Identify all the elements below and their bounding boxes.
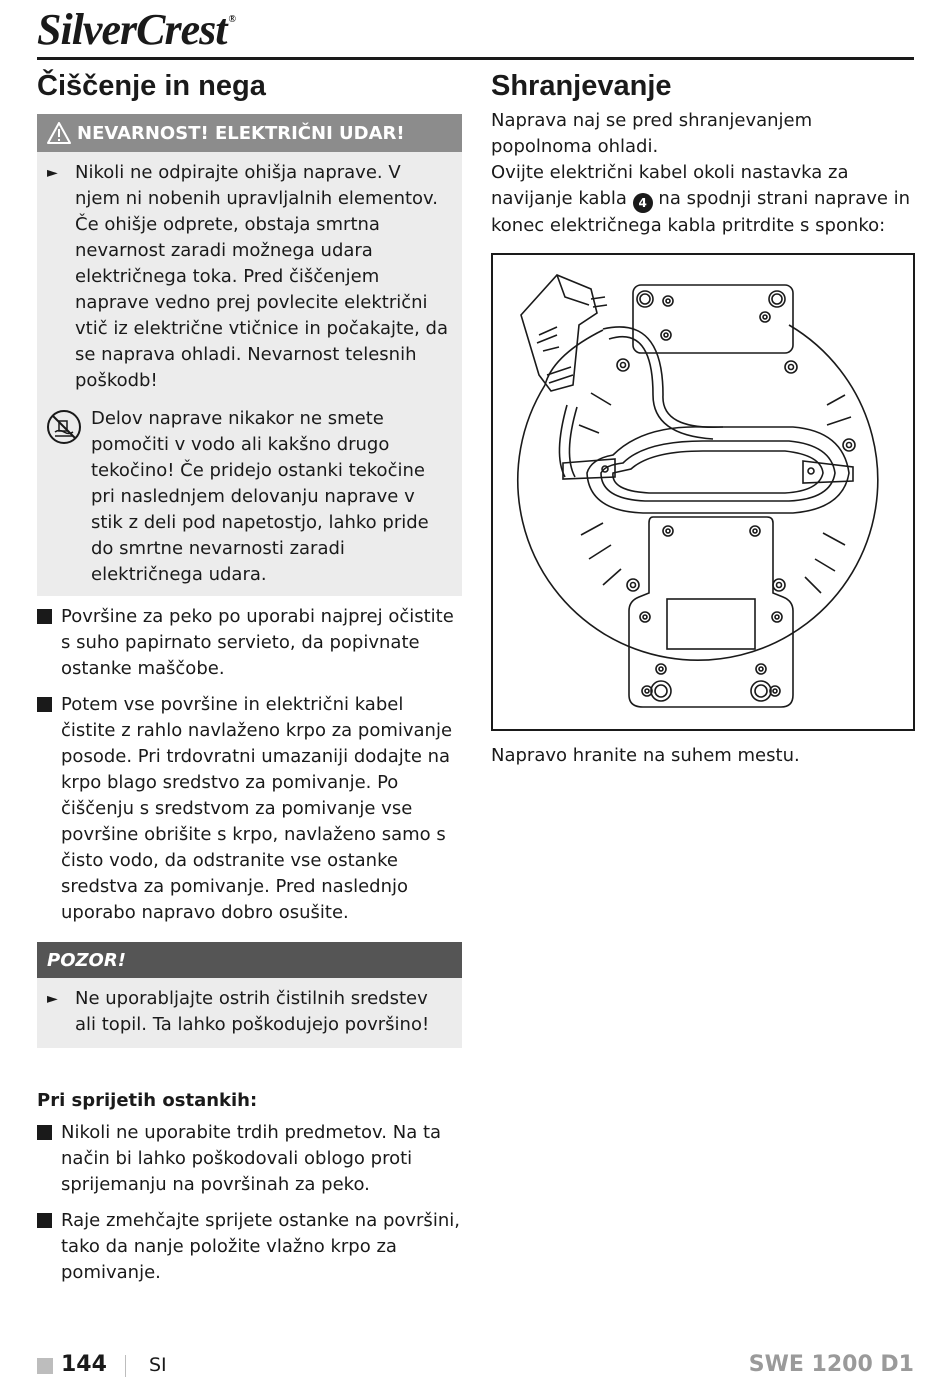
caution-box: [37, 942, 462, 1048]
list-item-text: Potem vse površine in električni kabel čistite z rahlo navlaženo krpo za pomivanje posode. Pri trdovratni umazaniji dodajte na krpo blago sredstvo za pomivanje. Po čiščenju s sredstvom za pomivanje vse površine obrišite s krpo, navlaženo samo s čisto vodo, da odstranite vse ostanke sredstva za pomivanje. Pred naslednjo uporabo napravo dobro osušite.: [61, 694, 453, 923]
caution-item: [37, 978, 462, 1040]
list-item: [37, 1120, 462, 1198]
model-number: SWE 1200 D1: [748, 1352, 914, 1377]
cable-storage-illustration: [491, 253, 915, 731]
storage-paragraph-cool: Naprava naj se pred shranjevanjem popolnoma ohladi.: [491, 110, 813, 157]
storage-cable-text-b: na spodnji strani naprave in konec električnega kabla pritrdite s sponko:: [491, 188, 911, 236]
footer-square-icon: [37, 1358, 53, 1374]
list-item: [37, 1208, 462, 1286]
callout-number-badge: 4: [633, 193, 653, 213]
brand-logo: [37, 4, 235, 55]
appliance-underside-drawing: [493, 255, 913, 729]
list-item-text: Raje zmehčajte sprijete ostanke na površini, tako da nanje položite vlažno krpo za pomivanje.: [61, 1210, 460, 1283]
storage-cable-text-a: Ovijte električni kabel okoli nastavka za navijanje kabla: [491, 162, 849, 209]
section-title-storage: Shranjevanje: [491, 70, 672, 102]
square-bullet-icon: [37, 1125, 52, 1140]
language-code: SI: [149, 1354, 167, 1376]
danger-box: [37, 114, 462, 596]
list-item: [37, 604, 462, 682]
no-immersion-text: Delov naprave nikakor ne smete pomočiti v vodo ali kakšno drugo tekočino! Če pridejo ostanki tekočine pri naslednjem delovanju naprave v stik z deli pod napetostjo, lahko pride do smrtne nevarnosti zaradi električnega udara.: [91, 408, 429, 585]
footer-divider: [125, 1355, 126, 1377]
square-bullet-icon: [37, 697, 52, 712]
danger-item: [37, 152, 462, 396]
arrow-icon: ►: [47, 165, 58, 181]
square-bullet-icon: [37, 609, 52, 624]
warning-triangle-icon: [47, 122, 71, 144]
danger-heading-text: NEVARNOST! ELEKTRIČNI UDAR!: [77, 122, 405, 144]
storage-dry-note: Napravo hranite na suhem mestu.: [491, 745, 800, 766]
left-column: [37, 68, 462, 1286]
no-immersion-icon: [45, 406, 91, 588]
header-rule: [37, 57, 914, 60]
no-immersion-item: [37, 396, 462, 596]
brand-name: SilverCrest: [37, 5, 227, 54]
residue-heading: Pri sprijetih ostankih:: [37, 1090, 258, 1111]
section-title-cleaning: Čiščenje in nega: [37, 70, 266, 102]
storage-paragraph-cable: [491, 160, 915, 239]
registered-mark: ®: [228, 14, 235, 25]
page-number: 144: [61, 1352, 107, 1377]
right-column: [491, 68, 915, 769]
square-bullet-icon: [37, 1213, 52, 1228]
danger-item-text: Nikoli ne odpirajte ohišja naprave. V njem ni nobenih upravljalnih elementov. Če ohišje odprete, obstaja smrtna nevarnost zaradi možnega udara električnega toka. Pred čiščenjem naprave vedno prej povlecite električni vtič iz električne vtičnice in počakajte, da se naprava ohladi. Nevarnost telesnih poškodb!: [75, 162, 449, 391]
arrow-icon: ►: [47, 991, 58, 1007]
list-item: [37, 692, 462, 926]
list-item-text: Nikoli ne uporabite trdih predmetov. Na ta način bi lahko poškodovali oblogo proti sprijemanju na površinah za peko.: [61, 1122, 442, 1195]
caution-item-text: Ne uporabljajte ostrih čistilnih sredstev ali topil. Ta lahko poškodujejo površino!: [75, 988, 430, 1035]
caution-heading: POZOR!: [37, 942, 462, 978]
list-item-text: Površine za peko po uporabi najprej očistite s suho papirnato servieto, da popivnate ostanke maščobe.: [61, 606, 454, 679]
danger-heading: [37, 114, 462, 152]
